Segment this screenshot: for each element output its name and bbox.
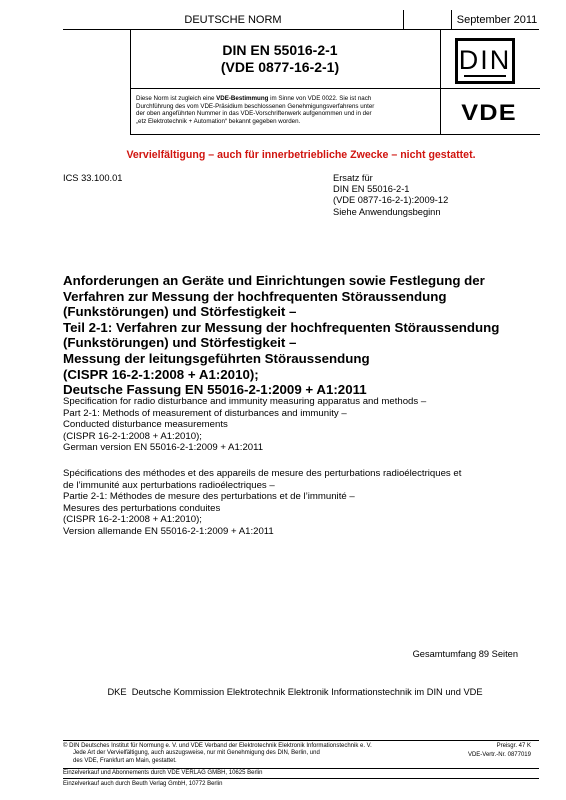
- vde-number: (VDE 0877-16-2-1): [220, 59, 340, 75]
- replacement-line-2: DIN EN 55016-2-1: [333, 184, 410, 195]
- sales-beuth: Einzelverkauf auch durch Beuth Verlag GmbH, 10772 Berlin: [63, 781, 223, 787]
- vde-notice-line-2: Durchführung des vom VDE-Präsidium beschlossenen Genehmigungsverfahrens unter: [136, 102, 375, 110]
- footer-rule-2: [63, 768, 539, 769]
- vde-order-number: VDE-Vertr.-Nr. 0877019: [467, 752, 531, 758]
- page-count: Gesamtumfang 89 Seiten: [412, 649, 518, 659]
- replacement-line-4: Siehe Anwendungsbeginn: [333, 206, 441, 217]
- title-german: Anforderungen an Geräte und Einrichtungen sowie Festlegung der Verfahren zur Messung der hochfrequenten Störaussendung (Funkstörungen) und Störfestigkeit – Teil 2-1: Verfahren zur Messung der hochfrequenten Störaussendung (Funkstörungen) und Störfestigkeit – Messung der leitungsgeführten Störaussendung (CISPR 16-2-1:2008 + A1:2010); Deutsche Fassung EN 55016-2-1:2009 + A1:2011: [63, 273, 500, 398]
- replacement-line-3: (VDE 0877-16-2-1):2009-12: [333, 195, 449, 206]
- price-group: Preisgr. 47 K: [496, 743, 531, 749]
- vde-notice: [136, 95, 436, 125]
- vde-notice-line-4: „etz Elektrotechnik + Automation“ bekannt gegeben worden.: [136, 117, 301, 125]
- copy-warning: Vervielfältigung – auch für innerbetriebliche Zwecke – nicht gestattet.: [126, 149, 476, 161]
- replacement-block: [333, 173, 533, 218]
- vde-notice-line-3: der oben angeführten Nummer in das VDE-Vorschriftenwerk aufgenommen und in der: [136, 110, 372, 118]
- sales-vde: Einzelverkauf und Abonnements durch VDE VERLAG GMBH, 10625 Berlin: [63, 770, 263, 776]
- footer-rule-3: [63, 778, 539, 779]
- title-french: Spécifications des méthodes et des appareils de mesure des perturbations radioélectriques et de l’immunité aux perturbations radioélectriques – Partie 2-1: Méthodes de mesure des perturbations et de l’immunité – Mesures des perturbations conduites (CISPR 16-2-1:2008 + A1:2010); Version allemande EN 55016-2-1:2009 + A1:2011: [63, 468, 462, 537]
- frame-line-mid: [440, 30, 441, 134]
- committee: DKE Deutsche Kommission Elektrotechnik Elektronik Informationstechnik im DIN und VDE: [107, 687, 483, 697]
- frame-line-bottom: [130, 134, 540, 135]
- frame-line-left: [130, 30, 131, 134]
- standard-number-block: [130, 36, 430, 86]
- standard-number: DIN EN 55016-2-1: [222, 42, 338, 58]
- vde-logo: VDE: [461, 100, 517, 125]
- vde-notice-line-1: Diese Norm ist zugleich eine VDE-Bestimmung im Sinne von VDE 0022. Sie ist nach: [136, 95, 372, 102]
- header-bar: [63, 10, 539, 30]
- header-divider: [403, 10, 404, 30]
- ics-code: ICS 33.100.01: [63, 173, 123, 183]
- din-logo-text: DIN: [458, 45, 512, 75]
- header-divider-2: [451, 10, 452, 30]
- din-logo: [455, 38, 515, 84]
- din-logo-underline: [464, 75, 506, 77]
- publication-date: September 2011: [456, 14, 538, 26]
- footer-rule: [63, 740, 539, 741]
- document-type: DEUTSCHE NORM: [184, 14, 282, 26]
- frame-line-top: [130, 88, 540, 89]
- footer-copyright: © DIN Deutsches Institut für Normung e. V. und VDE Verband der Elektrotechnik Elektronik Informationstechnik e. V. Jede Art der Vervielfältigung, auch auszugsweise, nur mit Genehmigung des DIN, Berlin, und des VDE, Frankfurt am Main, gestattet.: [63, 743, 372, 764]
- replacement-line-1: Ersatz für: [333, 173, 373, 183]
- title-english: Specification for radio disturbance and immunity measuring apparatus and methods – Part 2-1: Methods of measurement of disturbances and immunity – Conducted disturbance measurements (CISPR 16-2-1:2008 + A1:2010); German version EN 55016-2-1:2009 + A1:2011: [63, 396, 427, 454]
